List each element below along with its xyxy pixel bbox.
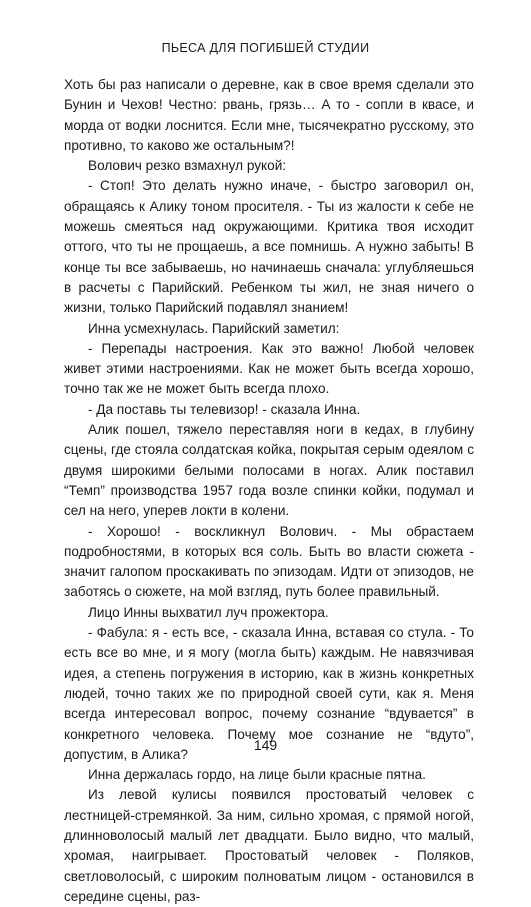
paragraph: Лицо Инны выхватил луч прожектора.: [88, 604, 329, 620]
paragraph: Инна усмехнулась. Парийский заметил:: [88, 320, 340, 336]
paragraph: Хоть бы раз написали о деревне, как в свое время сделали это Бунин и Чехов! Честно: рвань, грязь… А то - сопли в квасе, и морда от водки лоснится. Если мне, тысячекратно русскому, это противно, то каково же остальным?!: [64, 77, 474, 153]
paragraph: Инна держалась гордо, на лице были красные пятна.: [88, 767, 426, 783]
paragraph: - Фабула: я - есть все, - сказала Инна, вставая со стула. - То есть все во мне, и я могу (могла быть) каждым. Не навязчивая идея, а степень погружения в историю, как в жизнь конкретных людей, точно таких же по природной своей сути, как я. Меня всегда интересовал вопрос, почему сознание “вдувается” в конкретного человека. Почему мое сознание не “вдуто”, допустим, в Алика?: [64, 625, 474, 762]
paragraph: Алик пошел, тяжело переставляя ноги в кедах, в глубину сцены, где стояла солдатская койка, покрытая серым одеялом с двумя широкими белыми полосами в ногах. Алик поставил “Темп” производства 1957 года возле спинки койки, подумал и сел на него, уперев локти в колени.: [64, 422, 474, 519]
running-header: ПЬЕСА ДЛЯ ПОГИБШЕЙ СТУДИИ: [161, 41, 370, 55]
paragraph: Волович резко взмахнул рукой:: [88, 158, 287, 174]
paragraph: Из левой кулисы появился простоватый человек с лестницей-стремянкой. За ним, сильно хромая, с прямой ногой, длинноволосый малый лет двадцати. Было видно, что малый, хромая, наигрывает. Простоватый человек - Поляков, светловолосый, с широким полноватым лицом - остановился в середине сцены, раз-: [64, 787, 474, 904]
paragraph: - Стоп! Это делать нужно иначе, - быстро заговорил он, обращаясь к Алику тоном просителя. - Ты из жалости к себе не можешь смеяться над окружающими. Критика твоя исходит оттого, что ты не прощаешь, а все помнишь. А нужно забыть! В конце ты все забываешь, но начинаешь сначала: углубляешься в расчеты с Парийский. Ребенком ты жил, не зная ничего о жизни, только Парийский подавлял знанием!: [64, 178, 474, 316]
paragraph: - Хорошо! - воскликнул Волович. - Мы обрастаем подробностями, в которых вся соль. Быть во власти сюжета - значит галопом проскакивать по эпизодам. Идти от эпизодов, не заботясь о сюжете, на мой взгляд, путь более правильный.: [64, 523, 474, 600]
paragraph: - Да поставь ты телевизор! - сказала Инна.: [88, 401, 361, 417]
body-text: [64, 75, 474, 907]
paragraph: - Перепады настроения. Как это важно! Любой человек живет этими настроениями. Как не может быть всегда хорошо, точно так же не может быть всегда плохо.: [64, 340, 474, 397]
page-number: 149: [253, 737, 278, 753]
